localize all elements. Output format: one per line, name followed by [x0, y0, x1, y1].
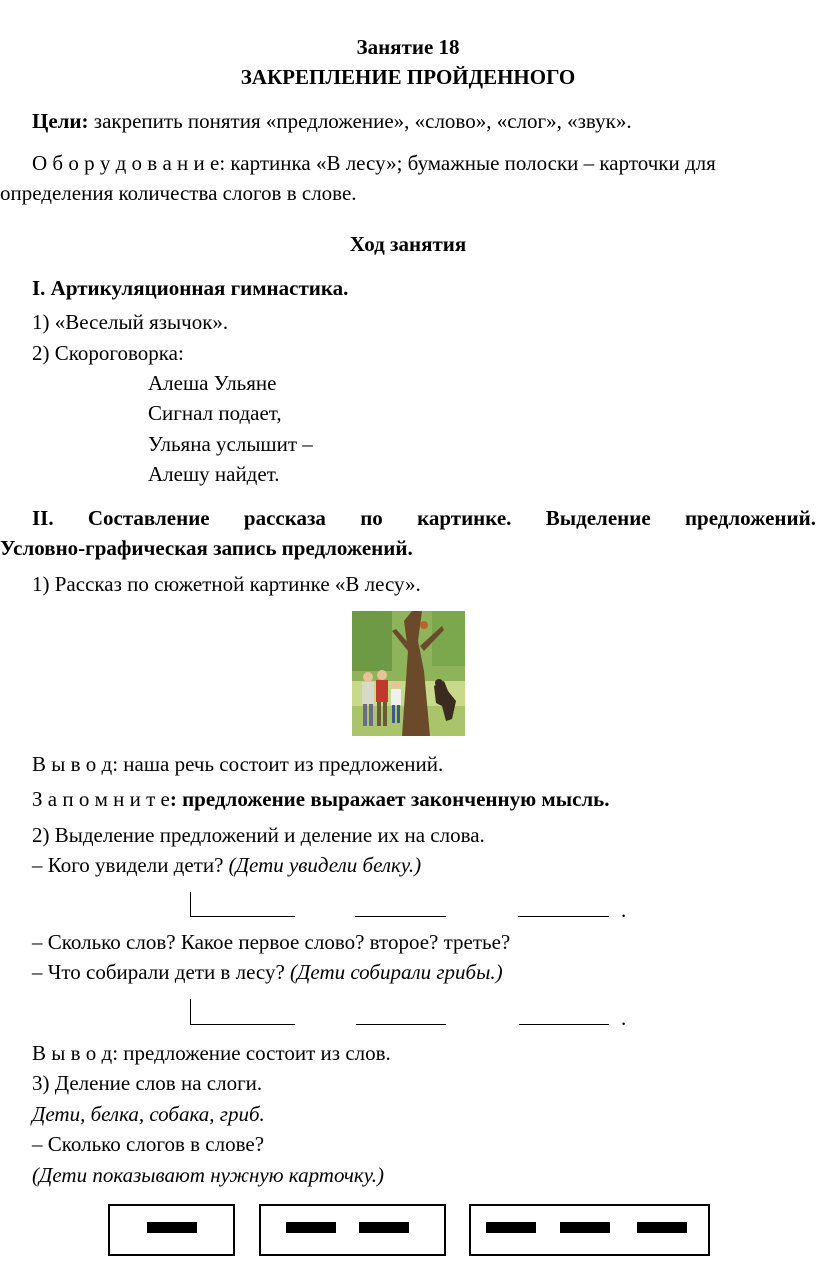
answer1: (Дети увидели белку.) — [228, 853, 422, 877]
remember-label: З а п о м н и т е — [32, 787, 170, 811]
sentence-period: . — [621, 1006, 627, 1030]
section1-heading: I. Артикуляционная гимнастика. — [32, 276, 349, 300]
poem-line-4: Алешу найдет. — [148, 462, 280, 486]
section2-item2: 2) Выделение предложений и деление их на слова. — [32, 823, 485, 847]
syllable-dash — [286, 1222, 336, 1233]
equipment-text-1: : картинка «В лесу»; бумажные полоски – карточки для — [219, 151, 716, 175]
conclusion1-label: В ы в о д — [32, 752, 113, 776]
answer4: (Дети показывают нужную карточку.) — [32, 1163, 384, 1187]
question3: – Что собирали дети в лесу? — [32, 960, 291, 984]
heading-word: Выделение — [545, 506, 651, 530]
question4: – Сколько слогов в слове? — [32, 1132, 265, 1156]
word-line — [356, 1024, 446, 1025]
answer3: (Дети собирали грибы.) — [290, 960, 503, 984]
lesson-title: ЗАКРЕПЛЕНИЕ ПРОЙДЕННОГО — [240, 65, 576, 89]
conclusion1 — [32, 754, 443, 775]
conclusion2-text: : предложение состоит из слов. — [112, 1041, 391, 1065]
lesson-number: Занятие 18 — [356, 35, 460, 59]
section2-heading-line2: Условно-графическая запись предложений. — [0, 536, 413, 560]
poem-line-1: Алеша Ульяне — [148, 371, 277, 395]
heading-word: Составление — [87, 506, 210, 530]
remember-line — [32, 789, 610, 810]
example-words: Дети, белка, собака, гриб. — [32, 1102, 265, 1126]
forest-illustration — [352, 611, 465, 736]
poem-line-3: Ульяна услышит – — [148, 432, 313, 456]
course-title: Ход занятия — [349, 232, 467, 256]
remember-text: : предложение выражает законченную мысль. — [169, 787, 610, 811]
conclusion2 — [32, 1043, 391, 1064]
question1: – Кого увидели дети? — [32, 853, 229, 877]
forest-picture — [352, 611, 465, 736]
syllable-dash — [637, 1222, 687, 1233]
heading-word: картинке. — [417, 506, 512, 530]
word-line — [191, 1024, 295, 1025]
equipment-line2: определения количества слогов в слове. — [0, 181, 357, 205]
question3-line — [32, 962, 503, 983]
word-line — [355, 916, 446, 917]
syllable-dash — [486, 1222, 536, 1233]
sentence-start-bar — [190, 999, 191, 1025]
section2-item3: 3) Деление слов на слоги. — [32, 1071, 263, 1095]
equipment-line1 — [32, 153, 716, 174]
syllable-dash — [560, 1222, 610, 1233]
heading-word: II. — [32, 506, 54, 530]
conclusion1-text: : наша речь состоит из предложений. — [112, 752, 444, 776]
question2: – Сколько слов? Какое первое слово? второе? третье? — [32, 930, 511, 954]
sentence-period: . — [621, 898, 627, 922]
heading-word: рассказа — [243, 506, 326, 530]
section1-item2: 2) Скороговорка: — [32, 341, 184, 365]
sentence-start-bar — [190, 892, 191, 917]
syllable-card-3 — [469, 1204, 710, 1256]
heading-word: предложений. — [684, 506, 816, 530]
word-line — [519, 1024, 609, 1025]
syllable-dash — [147, 1222, 197, 1233]
goals-line — [32, 111, 632, 132]
conclusion2-label: В ы в о д — [32, 1041, 113, 1065]
section2-item1: 1) Рассказ по сюжетной картинке «В лесу». — [32, 572, 421, 596]
syllable-card-2 — [259, 1204, 446, 1256]
section1-item1: 1) «Веселый язычок». — [32, 310, 229, 334]
equipment-label: О б о р у д о в а н и е — [32, 151, 220, 175]
goals-text: закрепить понятия «предложение», «слово», «слог», «звук». — [88, 109, 632, 133]
goals-label: Цели: — [32, 109, 89, 133]
syllable-dash — [359, 1222, 409, 1233]
syllable-card-1 — [108, 1204, 235, 1256]
word-line — [191, 916, 295, 917]
poem-line-2: Сигнал подает, — [148, 401, 282, 425]
word-line — [518, 916, 609, 917]
question1-line — [32, 855, 421, 876]
heading-word: по — [360, 506, 383, 530]
section2-heading-line1 — [32, 508, 816, 529]
